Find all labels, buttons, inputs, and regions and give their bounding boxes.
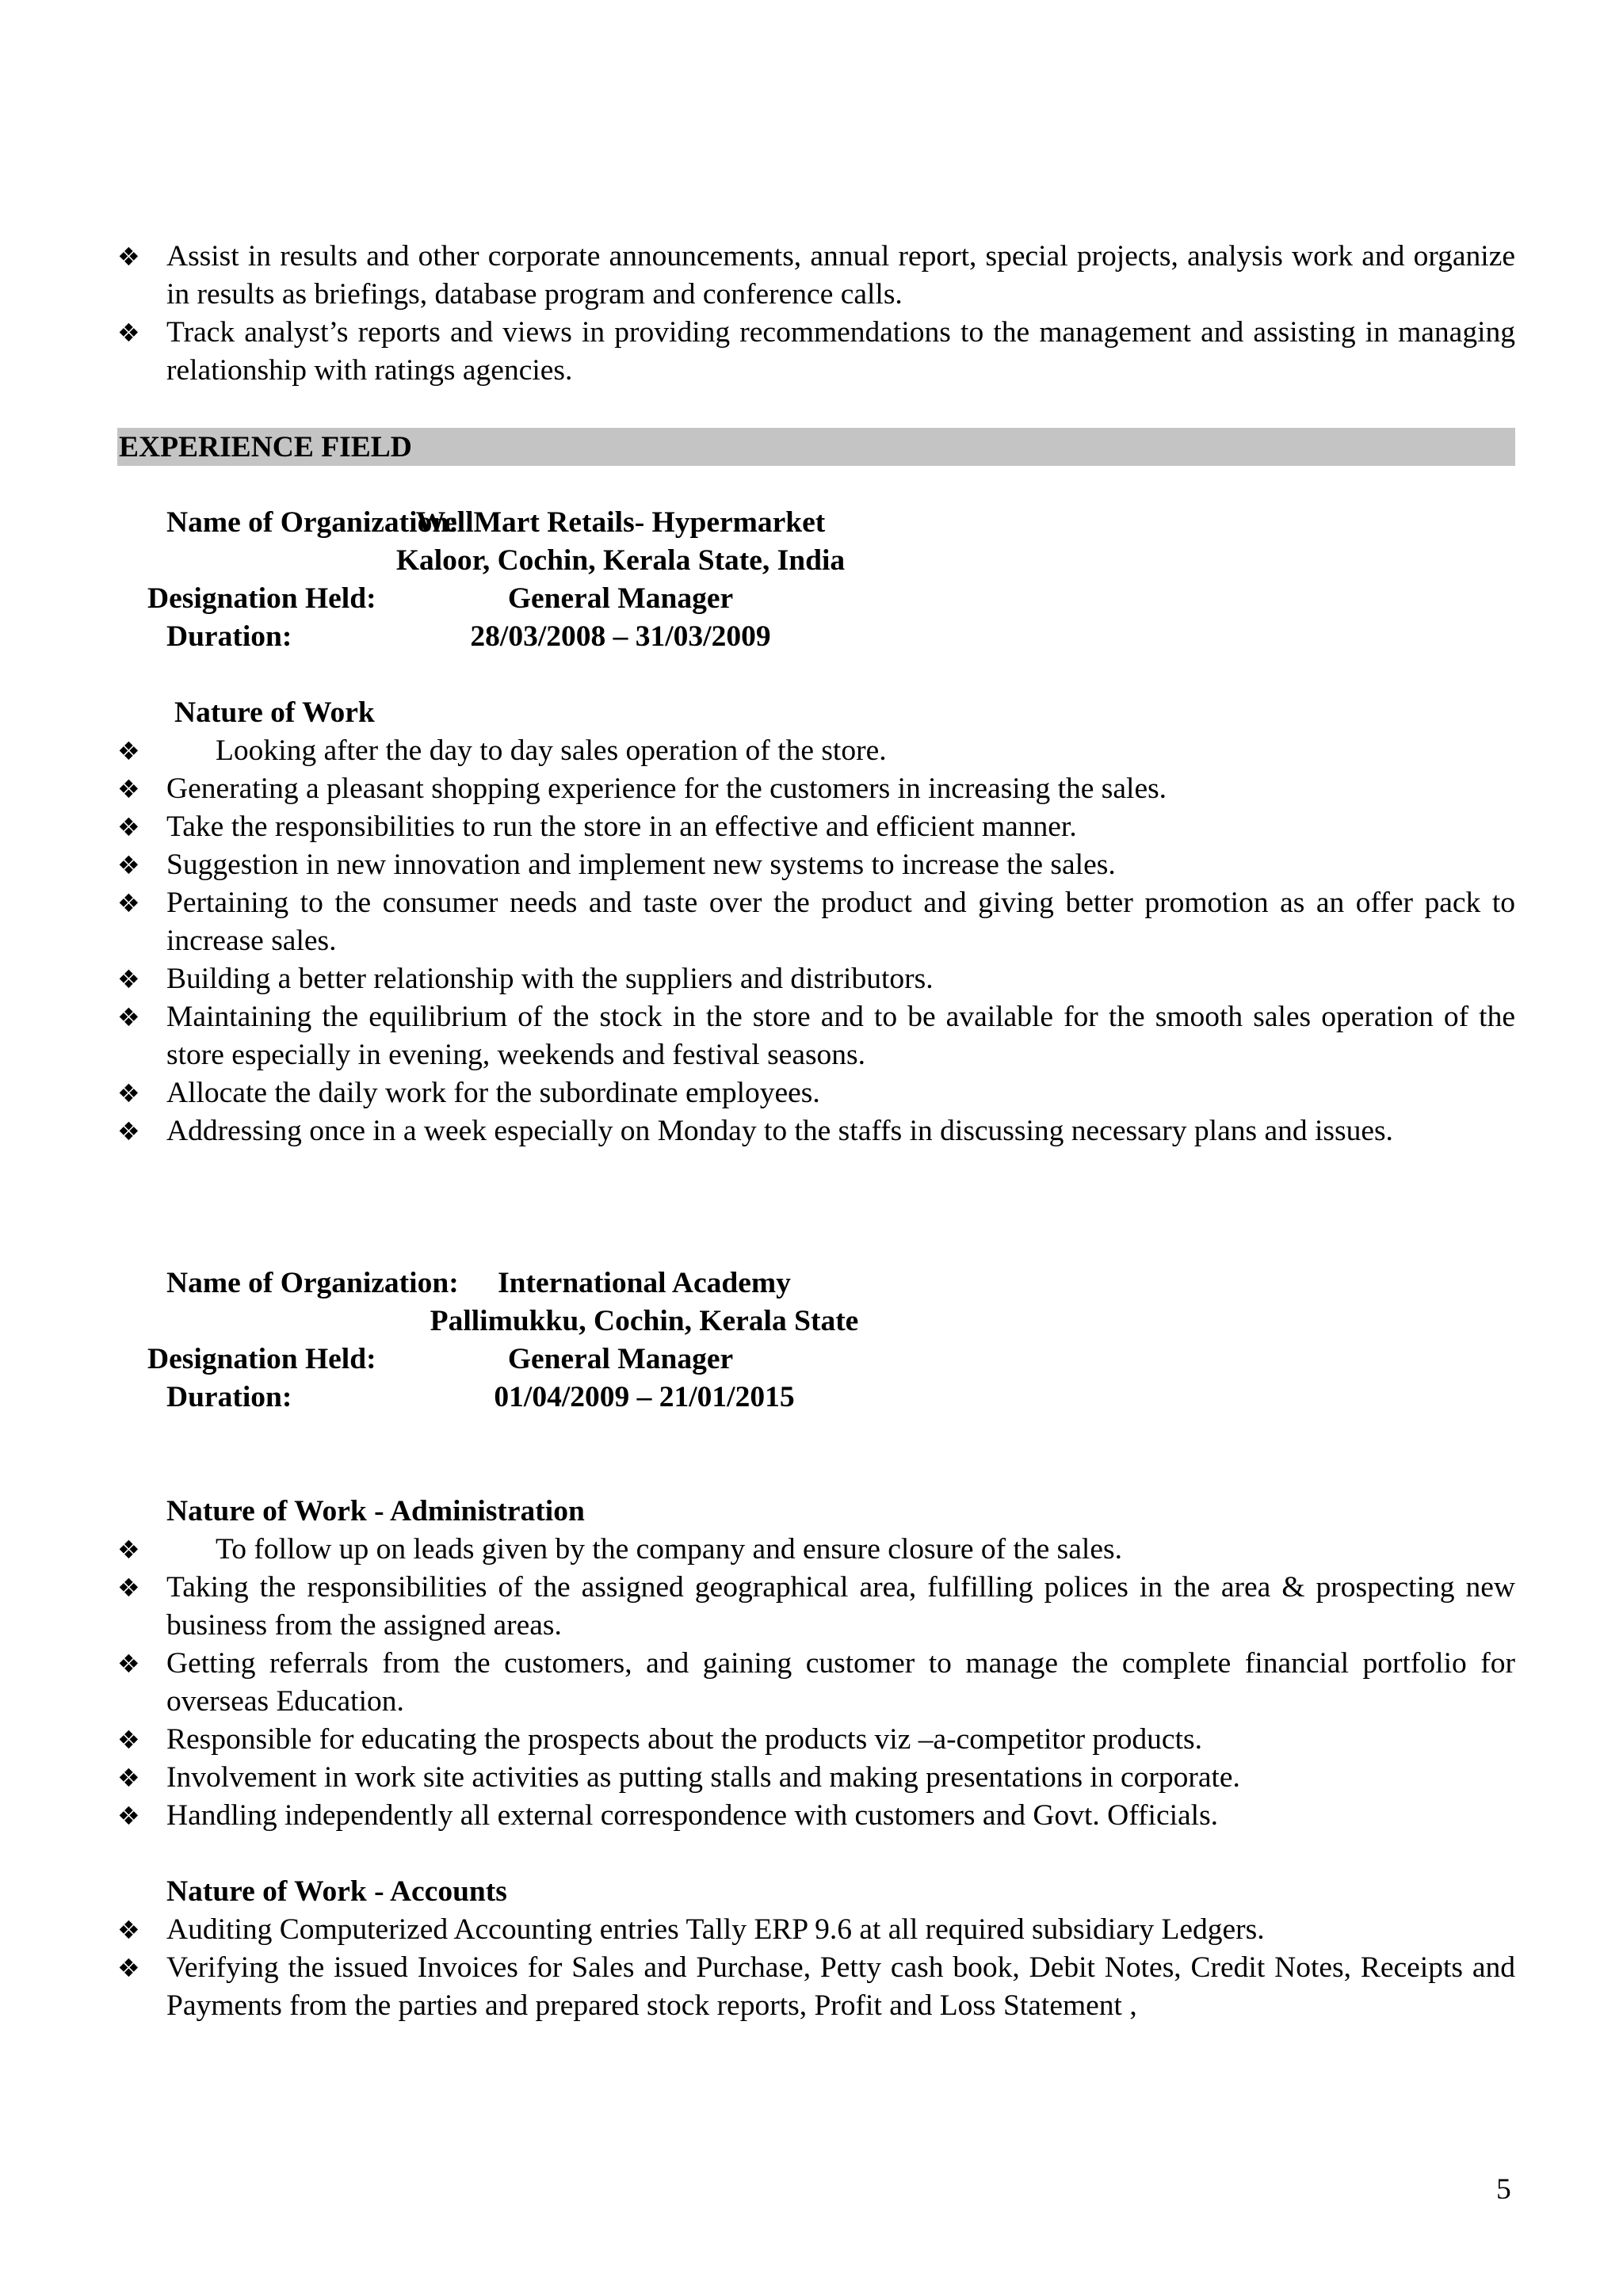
- job1-designation: General Manager: [507, 582, 734, 615]
- diamond-bullet-icon: ❖: [117, 318, 140, 348]
- job2-org-name: International Academy: [498, 1267, 791, 1299]
- diamond-bullet-icon: ❖: [117, 1116, 140, 1146]
- list-item: ❖ Track analyst’s reports and views in providing recommendations to the management and assisting in managing relationship with ratings agencies.: [117, 314, 1515, 390]
- diamond-bullet-icon: ❖: [117, 1535, 140, 1565]
- job2-admin-heading: Nature of Work - Administration: [166, 1495, 585, 1527]
- list-item: ❖ Generating a pleasant shopping experience for the customers in increasing the sales.: [117, 770, 1515, 808]
- diamond-bullet-icon: ❖: [117, 242, 140, 272]
- list-item: ❖ Responsible for educating the prospects about the products viz –a-competitor products.: [117, 1721, 1515, 1759]
- diamond-bullet-icon: ❖: [117, 1801, 140, 1831]
- duration-label: Duration:: [166, 1381, 292, 1413]
- job2-duration: 01/04/2009 – 21/01/2015: [494, 1381, 795, 1413]
- diamond-bullet-icon: ❖: [117, 1573, 140, 1603]
- org-name-label: Name of Organization:: [166, 1267, 459, 1299]
- list-item: ❖ Addressing once in a week especially on Monday to the staffs in discussing necessary plans and issues.: [117, 1112, 1515, 1150]
- job2-accounts-bullet-list: [117, 1911, 1515, 2025]
- intro-bullet-list: [117, 238, 1515, 390]
- diamond-bullet-icon: ❖: [117, 1078, 140, 1108]
- job1-location: Kaloor, Cochin, Kerala State, India: [395, 544, 846, 577]
- job2-admin-bullet-list: [117, 1531, 1515, 1835]
- list-item: ❖ Verifying the issued Invoices for Sales and Purchase, Petty cash book, Debit Notes, Credit Notes, Receipts and Payments from the parties and prepared stock reports, Profit and Loss Statement ,: [117, 1949, 1515, 2025]
- list-item: ❖ Suggestion in new innovation and implement new systems to increase the sales.: [117, 846, 1515, 884]
- list-item: ❖ Taking the responsibilities of the assigned geographical area, fulfilling polices in the area & prospecting new business from the assigned areas.: [117, 1569, 1515, 1645]
- list-item: ❖ Handling independently all external correspondence with customers and Govt. Officials.: [117, 1797, 1515, 1835]
- job1-bullet-list: [117, 732, 1515, 1150]
- org-name-label: Name of Organization:: [166, 506, 459, 539]
- list-item: ❖ Take the responsibilities to run the store in an effective and efficient manner.: [117, 808, 1515, 846]
- list-item: ❖ Assist in results and other corporate announcements, annual report, special projects, analysis work and organize in results as briefings, database program and conference calls.: [117, 238, 1515, 314]
- job1-organization-block: [117, 504, 1515, 656]
- diamond-bullet-icon: ❖: [117, 1725, 140, 1755]
- page-number: 5: [1496, 2173, 1511, 2206]
- diamond-bullet-icon: ❖: [117, 774, 140, 804]
- job2-accounts-heading: Nature of Work - Accounts: [166, 1875, 507, 1908]
- job1-duration: 28/03/2008 – 31/03/2009: [470, 620, 771, 653]
- job2-location: Pallimukku, Cochin, Kerala State: [430, 1305, 859, 1337]
- diamond-bullet-icon: ❖: [117, 1649, 140, 1679]
- diamond-bullet-icon: ❖: [117, 736, 140, 766]
- diamond-bullet-icon: ❖: [117, 1953, 140, 1983]
- section-header-experience: EXPERIENCE FIELD: [117, 428, 1515, 466]
- designation-label: Designation Held:: [147, 1343, 376, 1375]
- list-item: ❖ Allocate the daily work for the subordinate employees.: [117, 1074, 1515, 1112]
- list-item: ❖ Maintaining the equilibrium of the stock in the store and to be available for the smooth sales operation of the store especially in evening, weekends and festival seasons.: [117, 998, 1515, 1074]
- diamond-bullet-icon: ❖: [117, 964, 140, 994]
- job2-designation: General Manager: [507, 1343, 734, 1375]
- list-item: ❖ Pertaining to the consumer needs and taste over the product and giving better promotion as an offer pack to increase sales.: [117, 884, 1515, 960]
- diamond-bullet-icon: ❖: [117, 1763, 140, 1793]
- page-content: [117, 238, 1515, 2025]
- diamond-bullet-icon: ❖: [117, 888, 140, 918]
- job1-nature-heading: Nature of Work: [174, 696, 375, 729]
- designation-label: Designation Held:: [147, 582, 376, 615]
- job1-org-name: WellMart Retails- Hypermarket: [415, 506, 826, 539]
- list-item: ❖ Looking after the day to day sales operation of the store.: [117, 732, 1515, 770]
- list-item: ❖ To follow up on leads given by the company and ensure closure of the sales.: [117, 1531, 1515, 1569]
- list-item: ❖ Getting referrals from the customers, and gaining customer to manage the complete financial portfolio for overseas Education.: [117, 1645, 1515, 1721]
- diamond-bullet-icon: ❖: [117, 850, 140, 880]
- list-item: ❖ Building a better relationship with the suppliers and distributors.: [117, 960, 1515, 998]
- duration-label: Duration:: [166, 620, 292, 653]
- list-item: ❖ Involvement in work site activities as putting stalls and making presentations in corporate.: [117, 1759, 1515, 1797]
- diamond-bullet-icon: ❖: [117, 1002, 140, 1032]
- diamond-bullet-icon: ❖: [117, 1915, 140, 1945]
- diamond-bullet-icon: ❖: [117, 812, 140, 842]
- job2-organization-block: [117, 1264, 1515, 1417]
- list-item: ❖ Auditing Computerized Accounting entries Tally ERP 9.6 at all required subsidiary Ledgers.: [117, 1911, 1515, 1949]
